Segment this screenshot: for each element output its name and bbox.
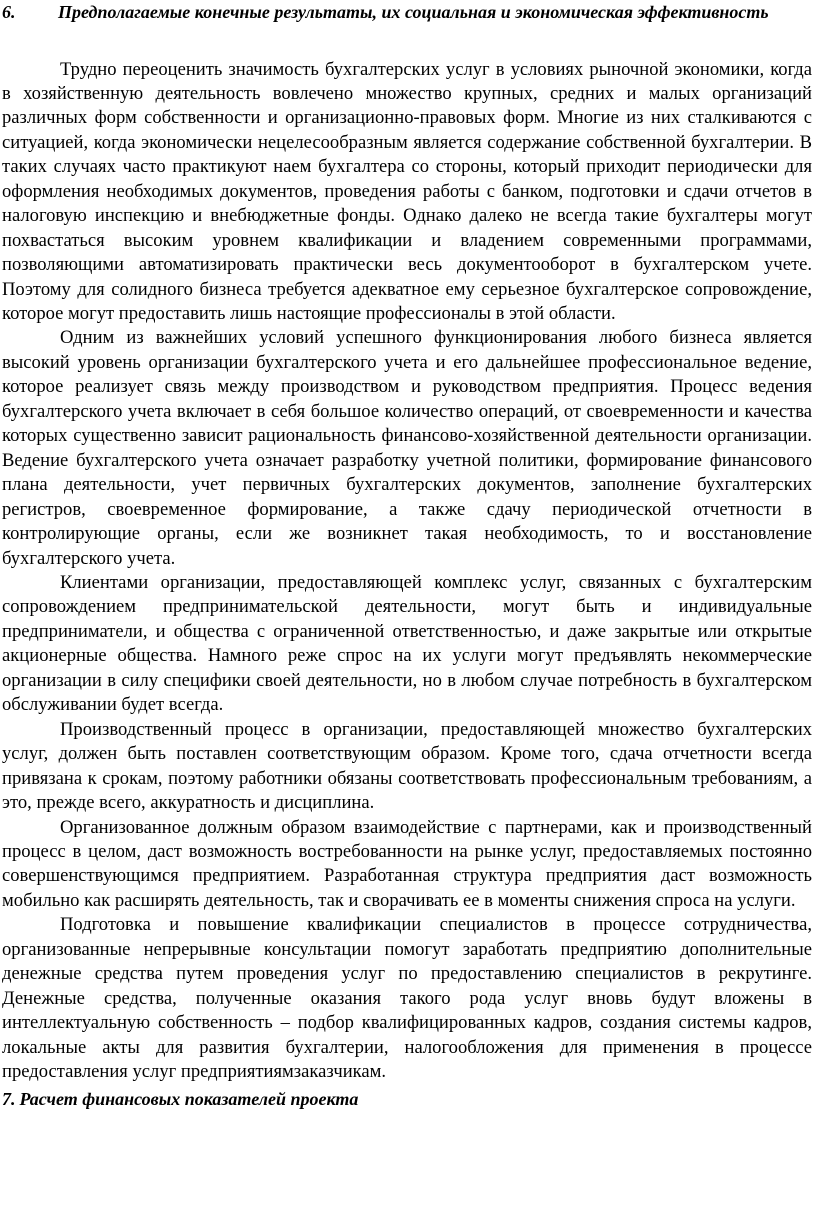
section-heading (2, 0, 812, 25)
section-number: 6. (2, 2, 16, 22)
paragraph: Клиентами организации, предоставляющей комплекс услуг, связанных с бухгалтерским сопровождением предпринимательской деятельности, могут быть и индивидуальные предприниматели, и общества с ограниченной ответственностью, и даже закрытые или открытые акционерные общества. Намного реже спрос на их услуги могут предъявлять некоммерческие организации в силу специфики своей деятельности, но в любом случае потребность в бухгалтерском обслуживании будет всегда. (2, 572, 812, 716)
section-title: Предполагаемые конечные результаты, их социальная и экономическая эффективность (58, 2, 769, 22)
paragraph: Организованное должным образом взаимодействие с партнерами, как и производственный процесс в целом, даст возможность востребованности на рынке услуг, предоставляемых постоянно совершенствующимся предприятием. Разработанная структура предприятия даст возможность мобильно как расширять деятельность, так и сворачивать ее в моменты снижения спроса на услуги. (2, 816, 812, 911)
heading-spacer (2, 25, 812, 58)
paragraph: Трудно переоценить значимость бухгалтерских услуг в условиях рыночной экономики, когда в хозяйственную деятельность вовлечено множество крупных, средних и малых организаций различных форм собственности и организационно-правовых форм. Многие из них сталкиваются с ситуацией, когда экономически нецелесообразным является содержание собственной бухгалтерии. В таких случаях часто практикуют наем бухгалтера со стороны, который приходит периодически для оформления необходимых документов, проведения работы с банком, подготовки и сдачи отчетов в налоговую инспекцию и внебюджетные фонды. Однако далеко не всегда такие бухгалтеры могут похвастаться высоким уровнем квалификации и владением современными программами, позволяющими автоматизировать практически весь документооборот в бухгалтерском учете. Поэтому для солидного бизнеса требуется адекватное ему серьезное бухгалтерское сопровождение, которое могут предоставить лишь настоящие профессионалы в этой области. (2, 58, 812, 325)
next-section-number: 7. (2, 1088, 16, 1109)
paragraph: Производственный процесс в организации, предоставляющей множество бухгалтерских услуг, должен быть поставлен соответствующим образом. Кроме того, сдача отчетности всегда привязана к срокам, поэтому работники обязаны соответствовать профессиональным требованиям, а это, прежде всего, аккуратность и дисциплина. (2, 718, 812, 814)
next-section-heading (2, 1087, 812, 1112)
paragraph: Одним из важнейших условий успешного функционирования любого бизнеса является высокий уровень организации бухгалтерского учета и его дальнейшее профессиональное ведение, которое реализует связь между производством и руководством предприятия. Процесс ведения бухгалтерского учета включает в себя большое количество операций, от своевременности и качества которых существенно зависит рациональность финансово-хозяйственной деятельности организации. Ведение бухгалтерского учета означает разработку учетной политики, формирование финансового плана деятельности, учет первичных бухгалтерских документов, заполнение бухгалтерских регистров, своевременное формирование, а также сдачу периодической отчетности в контролирующие органы, если же возникнет такая необходимость, то и восстановление бухгалтерского учета. (2, 327, 812, 569)
next-section-title: Расчет финансовых показателей проекта (19, 1088, 359, 1109)
paragraph: Подготовка и повышение квалификации специалистов в процессе сотрудничества, организованные непрерывные консультации помогут заработать предприятию дополнительные денежные средства путем проведения услуг по предоставлению специалистов в рекрутинге. Денежные средства, полученные оказания такого рода услуг вновь будут вложены в интеллектуальную собственность – подбор квалифицированных кадров, создания системы кадров, локальные акты для развития бухгалтерии, налогообложения для применения в процессе предоставления услуг предприятиямзаказчикам. (2, 914, 812, 1083)
